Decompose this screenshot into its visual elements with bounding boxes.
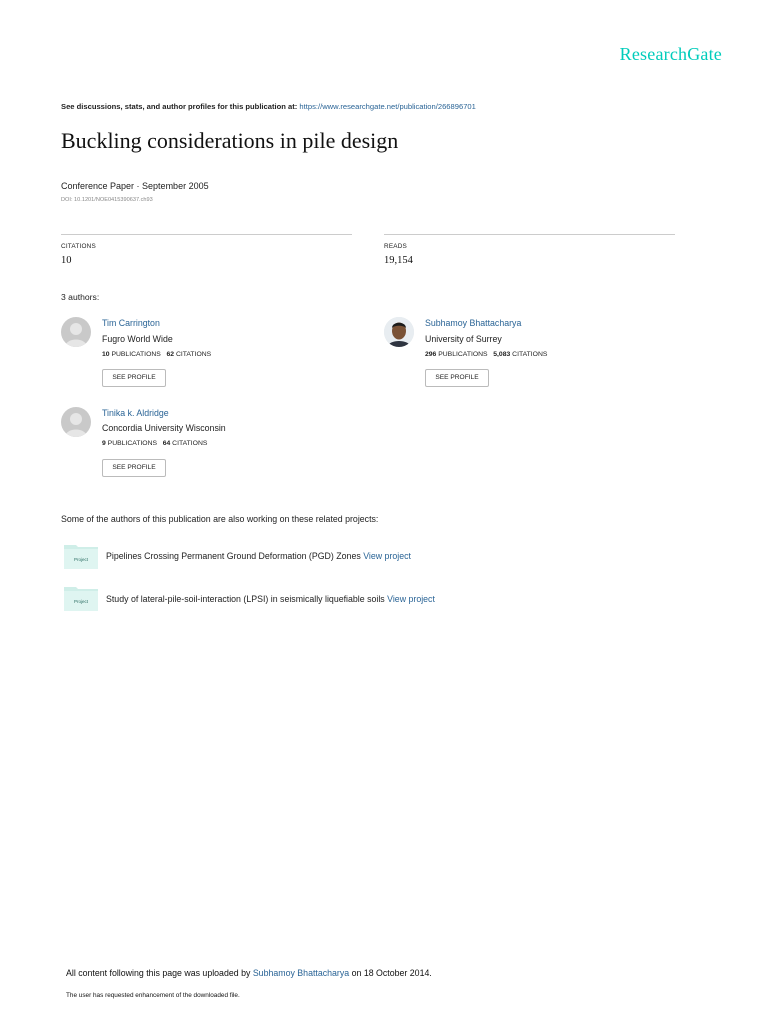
publication-meta: Conference Paper · September 2005 <box>61 181 209 191</box>
related-projects-heading: Some of the authors of this publication are also working on these related projects: <box>61 514 379 524</box>
author-name-link[interactable]: Tinika k. Aldridge <box>102 408 169 418</box>
author-name-link[interactable]: Tim Carrington <box>102 318 160 328</box>
author-institution: Fugro World Wide <box>102 334 173 344</box>
reads-value: 19,154 <box>384 255 413 266</box>
project-folder-icon <box>64 585 98 611</box>
project-title: Pipelines Crossing Permanent Ground Deformation (PGD) Zones <box>106 551 364 561</box>
publication-url-link[interactable]: https://www.researchgate.net/publication/266896701 <box>299 102 476 111</box>
citations-value: 10 <box>61 255 72 266</box>
discussion-prefix: See discussions, stats, and author profiles for this publication at: <box>61 102 300 111</box>
enhancement-note: The user has requested enhancement of the downloaded file. <box>66 992 240 999</box>
author-institution: Concordia University Wisconsin <box>102 423 226 433</box>
upload-note: All content following this page was uploaded by Subhamoy Bhattacharya on 18 October 2014. <box>66 968 432 978</box>
researchgate-logo[interactable]: ResearchGate <box>619 44 722 64</box>
avatar-placeholder-icon[interactable] <box>61 317 91 347</box>
author-photo-icon[interactable] <box>384 317 414 347</box>
view-project-link[interactable]: View project <box>387 594 435 604</box>
authors-heading: 3 authors: <box>61 292 100 302</box>
reads-label: READS <box>384 243 408 250</box>
avatar-placeholder-icon[interactable] <box>61 407 91 437</box>
author-stats: 9 PUBLICATIONS 64 CITATIONS <box>102 440 208 447</box>
publication-doi: DOI: 10.1201/NOE0415390637.ch93 <box>61 197 153 203</box>
author-name-link[interactable]: Subhamoy Bhattacharya <box>425 318 522 328</box>
project-icon-label: Project <box>73 557 89 562</box>
citations-divider <box>61 234 352 235</box>
project-item <box>106 594 435 604</box>
project-folder-icon <box>64 543 98 569</box>
publication-title: Buckling considerations in pile design <box>61 128 399 153</box>
author-institution: University of Surrey <box>425 334 502 344</box>
see-profile-button[interactable]: SEE PROFILE <box>425 369 489 387</box>
project-icon-label: Project <box>73 599 89 604</box>
view-project-link[interactable]: View project <box>363 551 411 561</box>
see-profile-button[interactable]: SEE PROFILE <box>102 369 166 387</box>
project-item <box>106 551 411 561</box>
reads-divider <box>384 234 675 235</box>
project-title: Study of lateral-pile-soil-interaction (LPSI) in seismically liquefiable soils <box>106 594 388 604</box>
see-profile-button[interactable]: SEE PROFILE <box>102 459 166 477</box>
author-stats: 296 PUBLICATIONS 5,083 CITATIONS <box>425 351 548 358</box>
author-stats: 10 PUBLICATIONS 62 CITATIONS <box>102 351 212 358</box>
discussion-line <box>61 102 476 111</box>
citations-label: CITATIONS <box>61 243 96 250</box>
uploader-link[interactable]: Subhamoy Bhattacharya <box>252 968 350 978</box>
